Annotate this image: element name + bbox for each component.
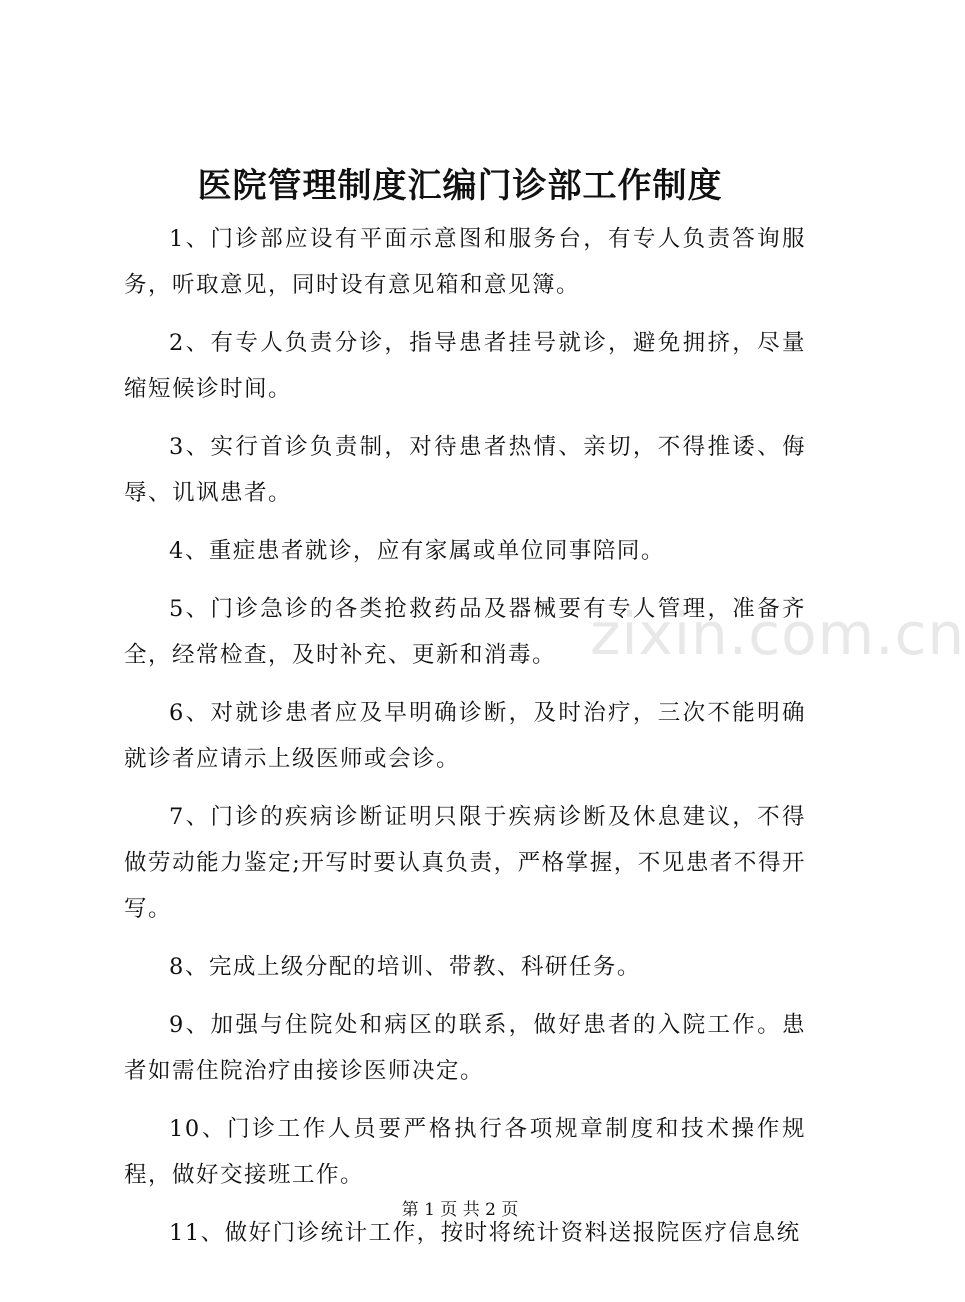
paragraph-2: 2、有专人负责分诊，指导患者挂号就诊，避免拥挤，尽量缩短候诊时间。 bbox=[124, 330, 806, 402]
paragraph-10: 10、门诊工作人员要严格执行各项规章制度和技术操作规程，做好交接班工作。 bbox=[124, 1116, 806, 1188]
paragraph-5: 5、门诊急诊的各类抢救药品及器械要有专人管理，准备齐全，经常检查，及时补充、更新和消毒。 bbox=[124, 596, 806, 668]
paragraph-3: 3、实行首诊负责制，对待患者热情、亲切，不得推诿、侮辱、讥讽患者。 bbox=[124, 434, 806, 506]
watermark: zixin.com.cn bbox=[590, 600, 965, 668]
paragraph-11: 11、做好门诊统计工作，按时将统计资料送报院医疗信息统 bbox=[169, 1220, 801, 1246]
document-body bbox=[124, 216, 806, 1268]
paragraph-9: 9、加强与住院处和病区的联系，做好患者的入院工作。患者如需住院治疗由接诊医师决定。 bbox=[124, 1012, 806, 1084]
document-title: 医院管理制度汇编门诊部工作制度 bbox=[197, 166, 723, 206]
paragraph-4: 4、重症患者就诊，应有家属或单位同事陪同。 bbox=[169, 538, 665, 564]
paragraph-7: 7、门诊的疾病诊断证明只限于疾病诊断及休息建议，不得做劳动能力鉴定;开写时要认真负责，严格掌握，不见患者不得开写。 bbox=[124, 804, 806, 922]
paragraph-6: 6、对就诊患者应及早明确诊断，及时治疗，三次不能明确就诊者应请示上级医师或会诊。 bbox=[124, 700, 806, 772]
paragraph-1: 1、门诊部应设有平面示意图和服务台，有专人负责答询服务，听取意见，同时设有意见箱和意见簿。 bbox=[124, 226, 806, 298]
paragraph-8: 8、完成上级分配的培训、带教、科研任务。 bbox=[169, 954, 641, 980]
page-footer: 第 1 页 共 2 页 bbox=[401, 1200, 519, 1220]
